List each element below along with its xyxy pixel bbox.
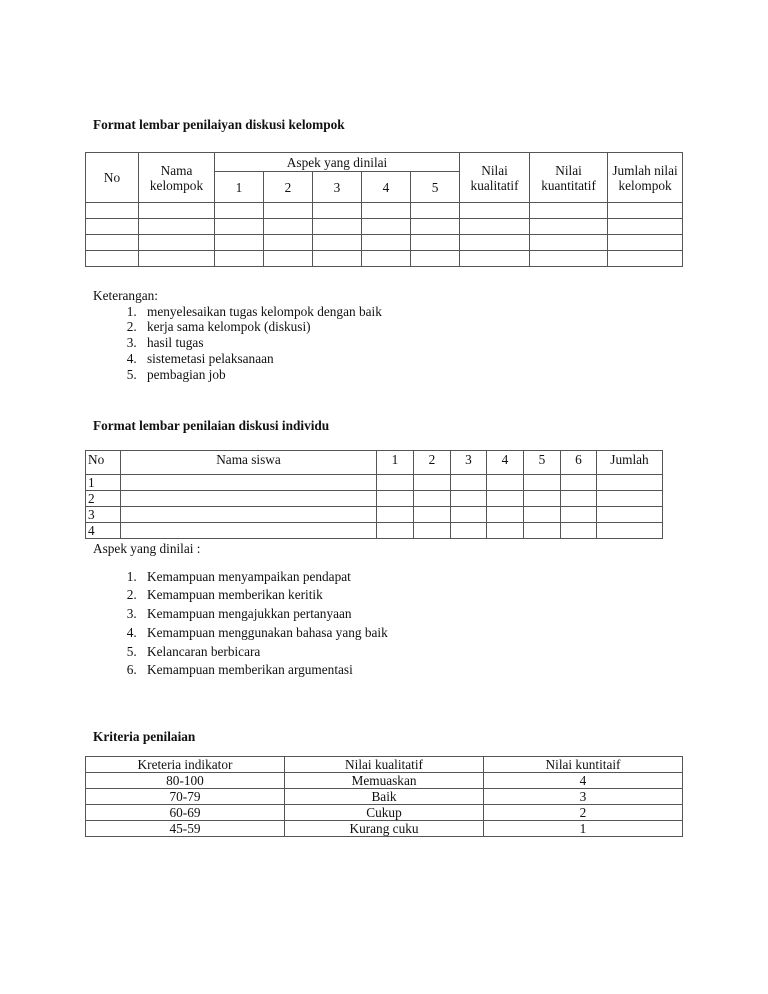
cell[interactable] [597,507,663,523]
header-aspek-3: 3 [313,172,362,203]
cell[interactable] [487,475,524,491]
list-item: 2. kerja sama kelompok (diskusi) [140,319,382,335]
keterangan-list [93,304,382,383]
cell[interactable] [121,523,377,539]
cell[interactable] [264,235,313,251]
cell[interactable] [139,251,215,267]
aspek-block [93,541,388,680]
cell[interactable] [264,251,313,267]
cell[interactable] [215,251,264,267]
table-row [86,203,683,219]
cell[interactable] [524,523,561,539]
cell[interactable] [411,235,460,251]
cell[interactable] [362,203,411,219]
header-aspek-4: 4 [362,172,411,203]
header-aspek-group: Aspek yang dinilai [215,153,460,172]
cell[interactable] [524,507,561,523]
header-nilai-kuantitatif: Nilai kuantitatif [530,153,608,203]
cell[interactable] [487,523,524,539]
list-item: 1. Kemampuan menyampaikan pendapat [140,568,388,587]
list-item: 3. Kemampuan mengajukkan pertanyaan [140,605,388,624]
range-cell: 80-100 [86,773,285,789]
cell[interactable] [139,203,215,219]
quantitative-cell: 3 [484,789,683,805]
cell[interactable] [414,507,451,523]
list-item: 1. menyelesaikan tugas kelompok dengan baik [140,304,382,320]
aspek-list [93,568,388,680]
cell[interactable] [313,203,362,219]
cell[interactable] [451,523,487,539]
range-cell: 45-59 [86,821,285,837]
header-aspek-5: 5 [411,172,460,203]
header-aspek-4: 4 [487,451,524,475]
cell[interactable] [530,203,608,219]
header-nilai-kualitatif: Nilai kualitatif [460,153,530,203]
section-title-individual-assessment: Format lembar penilaian diskusi individu [93,418,330,433]
cell[interactable] [215,203,264,219]
list-item: 6. Kemampuan memberikan argumentasi [140,661,388,680]
header-no: No [86,451,121,475]
cell[interactable] [313,219,362,235]
cell[interactable] [597,491,663,507]
header-nilai-kuantitatif: Nilai kuntitaif [484,757,683,773]
cell[interactable] [121,475,377,491]
cell[interactable] [608,219,683,235]
table-row [86,523,663,539]
row-number: 3 [86,507,121,523]
cell[interactable] [362,235,411,251]
cell[interactable] [451,475,487,491]
section-title-group-assessment: Format lembar penilaiyan diskusi kelompok [93,117,345,132]
cell[interactable] [524,491,561,507]
list-item: 5. pembagian job [140,367,382,383]
cell[interactable] [86,235,139,251]
cell[interactable] [608,203,683,219]
header-aspek-3: 3 [451,451,487,475]
cell[interactable] [121,507,377,523]
table-row [86,789,683,805]
cell[interactable] [264,219,313,235]
cell[interactable] [561,491,597,507]
cell[interactable] [215,219,264,235]
cell[interactable] [139,219,215,235]
qualitative-cell: Cukup [285,805,484,821]
table-row [86,475,663,491]
header-nama-kelompok: Nama kelompok [139,153,215,203]
list-item: 3. hasil tugas [140,335,382,351]
cell[interactable] [86,203,139,219]
section-title-kriteria: Kriteria penilaian [93,729,196,744]
cell[interactable] [530,251,608,267]
table-row [86,235,683,251]
quantitative-cell: 1 [484,821,683,837]
cell[interactable] [377,523,414,539]
header-nilai-kualitatif: Nilai kualitatif [285,757,484,773]
header-no: No [86,153,139,203]
cell[interactable] [411,251,460,267]
header-kriteria-indikator: Kreteria indikator [86,757,285,773]
cell[interactable] [451,507,487,523]
keterangan-label: Keterangan: [93,288,158,303]
cell[interactable] [460,219,530,235]
cell[interactable] [414,475,451,491]
cell[interactable] [524,475,561,491]
header-jumlah: Jumlah [597,451,663,475]
cell[interactable] [460,251,530,267]
individual-assessment-table [85,450,663,539]
header-jumlah-nilai: Jumlah nilai kelompok [608,153,683,203]
cell[interactable] [313,235,362,251]
cell[interactable] [86,219,139,235]
cell[interactable] [608,235,683,251]
cell[interactable] [608,251,683,267]
list-item: 4. sistemetasi pelaksanaan [140,351,382,367]
table-row [86,773,683,789]
cell[interactable] [561,475,597,491]
header-aspek-1: 1 [377,451,414,475]
quantitative-cell: 2 [484,805,683,821]
row-number: 4 [86,523,121,539]
cell[interactable] [561,523,597,539]
cell[interactable] [121,491,377,507]
cell[interactable] [313,251,362,267]
cell[interactable] [86,251,139,267]
cell[interactable] [487,507,524,523]
cell[interactable] [487,491,524,507]
cell[interactable] [411,219,460,235]
cell[interactable] [414,523,451,539]
cell[interactable] [377,491,414,507]
row-number: 1 [86,475,121,491]
header-aspek-1: 1 [215,172,264,203]
cell[interactable] [451,491,487,507]
cell[interactable] [561,507,597,523]
cell[interactable] [597,475,663,491]
list-item: 2. Kemampuan memberikan keritik [140,586,388,605]
header-nama-siswa: Nama siswa [121,451,377,475]
cell[interactable] [530,219,608,235]
table-row [86,251,683,267]
cell[interactable] [362,219,411,235]
qualitative-cell: Memuaskan [285,773,484,789]
aspek-label: Aspek yang dinilai : [93,541,201,556]
cell[interactable] [139,235,215,251]
quantitative-cell: 4 [484,773,683,789]
cell[interactable] [377,475,414,491]
list-item: 4. Kemampuan menggunakan bahasa yang baik [140,624,388,643]
cell[interactable] [264,203,313,219]
cell[interactable] [597,523,663,539]
cell[interactable] [362,251,411,267]
cell[interactable] [377,507,414,523]
table-row [86,805,683,821]
range-cell: 70-79 [86,789,285,805]
keterangan-block [93,288,382,382]
header-aspek-6: 6 [561,451,597,475]
cell[interactable] [414,491,451,507]
criteria-table [85,756,683,837]
table-row [86,491,663,507]
range-cell: 60-69 [86,805,285,821]
table-row [86,821,683,837]
cell[interactable] [530,235,608,251]
group-assessment-table [85,152,683,267]
header-aspek-2: 2 [414,451,451,475]
table-row [86,219,683,235]
list-item: 5. Kelancaran berbicara [140,643,388,662]
qualitative-cell: Baik [285,789,484,805]
header-aspek-5: 5 [524,451,561,475]
cell[interactable] [460,235,530,251]
cell[interactable] [215,235,264,251]
header-aspek-2: 2 [264,172,313,203]
qualitative-cell: Kurang cuku [285,821,484,837]
row-number: 2 [86,491,121,507]
cell[interactable] [460,203,530,219]
cell[interactable] [411,203,460,219]
table-row [86,507,663,523]
